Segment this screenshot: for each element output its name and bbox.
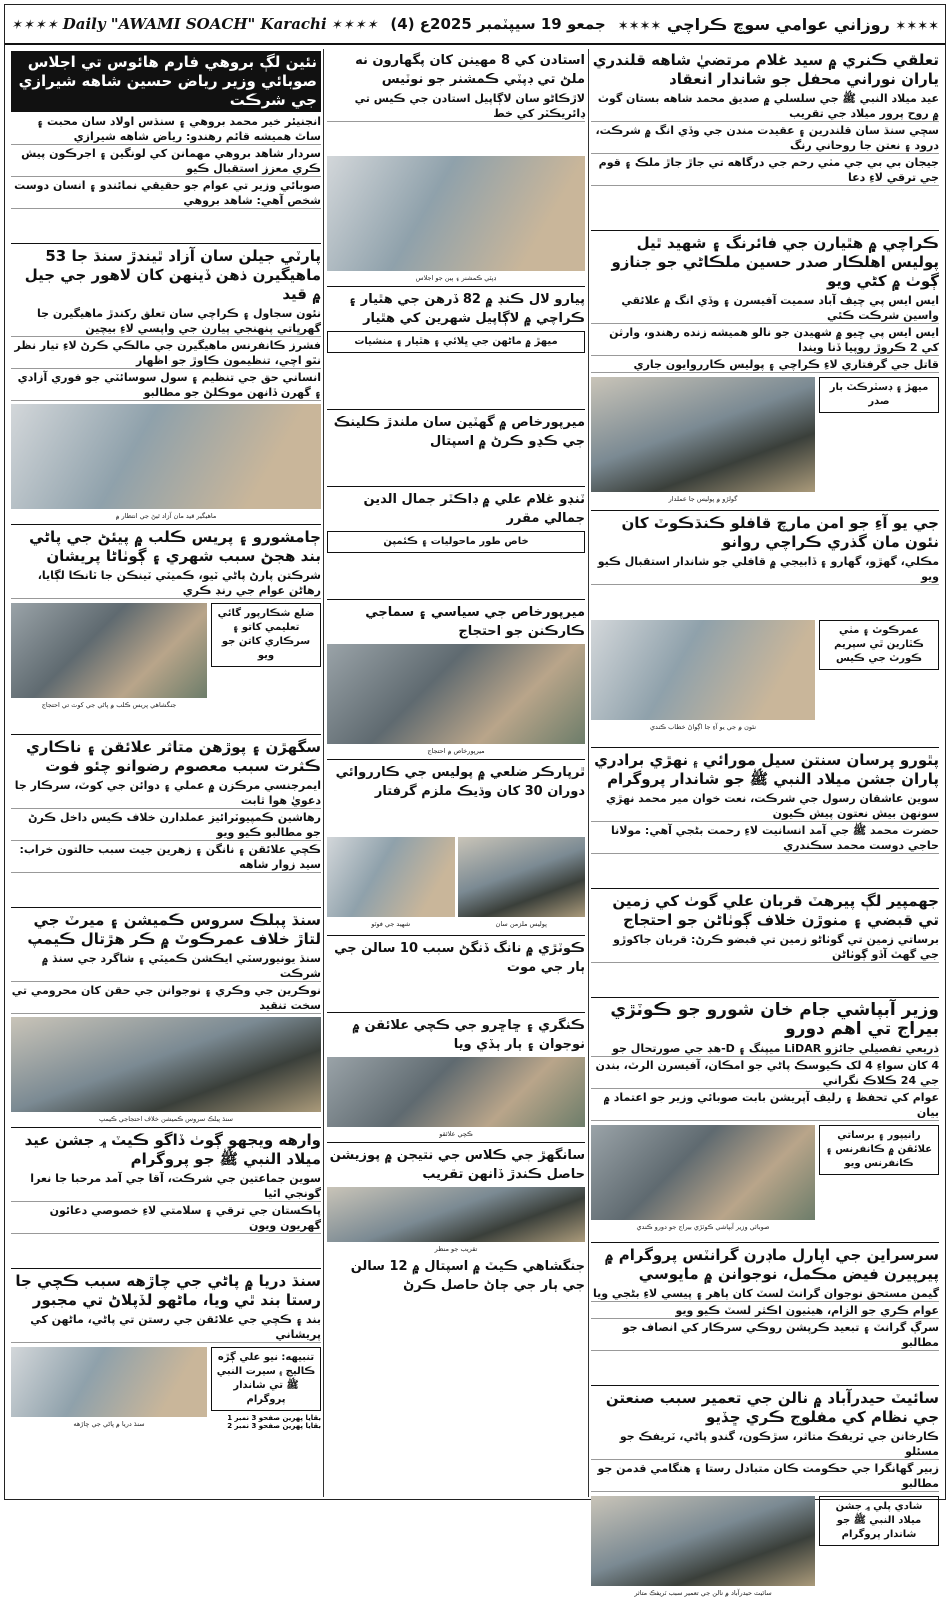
subheadline: ڪچي علائقن ۽ نانگن ۽ زهرين جيت سبب حالتون خراب: سيد زوار شاهه xyxy=(11,842,321,873)
headline: تعلقي ڪنري ۾ سيد غلام مرتضيٰ شاهه قلندري ياران نوراني محفل جو شاندار انعقاد xyxy=(592,51,939,88)
article-body xyxy=(327,556,585,596)
divider xyxy=(591,747,939,748)
photo-caption: ڪچي علائقو xyxy=(439,1130,473,1138)
divider xyxy=(327,486,585,487)
boxed-notice: ميهڙ ۾ ماڻهن جي ڀلائي ۽ هٿيار ۽ منشيات xyxy=(327,331,585,353)
column-rule xyxy=(588,49,589,1497)
divider xyxy=(11,1268,321,1269)
article-body xyxy=(591,964,939,994)
subheadline: سوين عاشقان رسول جي شرڪت، نعت خوان مير محمد نهڙي سونهن بيش نعتون پيش ڪيون xyxy=(591,791,939,822)
photo-block xyxy=(327,834,455,932)
text-block xyxy=(819,1493,939,1610)
star-icon: ✶✶✶✶ xyxy=(617,18,662,34)
photo-block xyxy=(11,600,207,731)
divider xyxy=(327,1142,585,1143)
headline: سگهڙن ۽ پوڙهن متاثر علائقن ۽ ناڪاري ڪثرت سبب معصوم رضوانو چئو فوت xyxy=(26,738,321,775)
headline: وزير آبپاشي جام خان شورو جو ڪوٽڙي بيراج تي اهم دورو xyxy=(610,1000,939,1039)
subheadline: فشرز ڪانفرنس ماهيگيرن جي مالڪي ڪرڻ لاءِ تيار نظر نٿو اچي، تنظيمون ڪاوڙ جو اظهار xyxy=(11,338,321,369)
subheadline: 4 کان سواءِ 4 لک ڪيوسڪ پاڻي جو امڪان، آفيسرن الرٽ، بندن جي 24 ڪلاڪ نگراني xyxy=(591,1058,939,1089)
news-photo xyxy=(327,156,585,271)
article-body xyxy=(591,1352,939,1382)
boxed-notice: شادي پلي ۾ جشن ميلاد النبي ﷺ جو شاندار پروگرام xyxy=(819,1496,939,1546)
text-block xyxy=(819,1122,939,1239)
subheadline: ڪارخانن جي ٽريفڪ متاثر، سڙڪون، گندو پاڻي، ٽريفڪ جو مسئلو xyxy=(591,1429,939,1460)
subheadline: ذريعي تفصيلي جائزو LiDAR ميپنگ ۽ D-هڊ جي صورتحال جو xyxy=(591,1041,939,1057)
divider xyxy=(327,759,585,760)
text-block xyxy=(211,1344,321,1432)
news-photo xyxy=(11,1347,207,1417)
article-body xyxy=(327,356,585,406)
star-icon: ✶✶✶✶ xyxy=(895,18,939,34)
subheadline: قاتل جي گرفتاري لاءِ ڪراچي ۽ پوليس ڪارروايون جاري xyxy=(591,357,939,373)
article-body xyxy=(11,874,321,904)
headline: ڪراچي ۾ هٿيارن جي فائرنگ ۽ شهيد ٿيل پوليس اهلڪار صدر حسين ملڪاڻي جو جنازو ڳوٺ ۾ کڻي ويو xyxy=(611,234,939,290)
subheadline: زبير گهانگرا جي حڪومت ڪان متبادل رستا ۽ هنگامي قدمن جو مطالبو xyxy=(591,1461,939,1492)
headline: ٽنڊو غلام علي ۾ ڊاڪٽر جمال الدين جمالي مقرر xyxy=(363,492,585,526)
divider xyxy=(327,1012,585,1013)
photo-caption: ڊپٽي ڪمشنر ۽ ٻين جو اجلاس xyxy=(415,274,497,282)
article-body xyxy=(11,1235,321,1265)
article-body xyxy=(327,453,585,483)
divider xyxy=(327,286,585,287)
photo-caption: گولڙو ۾ پوليس جا عملدار xyxy=(668,495,738,503)
news-photo xyxy=(327,644,585,744)
photo-caption: تقريب جو منظر xyxy=(434,1245,478,1253)
article-body xyxy=(591,855,939,885)
photo-caption: شهيد جي فوٽو xyxy=(371,920,411,928)
subheadline: سرڳ گرانٽ ۽ تبعيد ڪرپشن روڪي سرڪار کي انصاف جو مطالبو xyxy=(591,1320,939,1351)
paper-name-sindhi: روزاني عوامي سوچ ڪراچي xyxy=(666,14,890,34)
headline: ٿرپارڪر ضلعي ۾ پوليس جي ڪارروائي دوران 30 کان وڌيڪ ملزم گرفتار xyxy=(335,765,585,799)
subheadline: پاڪستان جي ترقي ۽ سلامتي لاءِ خصوصي دعائون گهريون ويون xyxy=(11,1203,321,1234)
news-photo xyxy=(591,1125,815,1220)
column-middle xyxy=(327,49,585,1497)
article-body xyxy=(11,210,321,240)
photo-row xyxy=(591,1122,939,1239)
headline: پيارو لال ڪنڊ ۾ 82 ڏرهن جي هٿيار ۽ ڪراچي ۾ لاڳاپيل شهرين کي هٿيار xyxy=(348,292,585,326)
subheadline: نوڪرين جي وڪري ۽ نوجوانن جي حقن کان محرومي تي سخت تنقيد xyxy=(11,984,321,1012)
headline: ڪوٽڙي ۾ نانگ ڏنگڻ سبب 10 سالن جي ٻار جي موت xyxy=(334,941,585,975)
divider xyxy=(11,907,321,908)
news-photo xyxy=(11,1017,321,1112)
subheadline: برساتي زمين تي گوٺاڻو زمين تي قبضو ڪرڻ: قربان جاکوڙو جي گهٽ آڏو ڳوٺاڻن xyxy=(591,932,939,963)
star-icon: ✶✶✶✶ xyxy=(11,18,59,33)
news-photo xyxy=(327,1057,585,1127)
headline: ڄامشورو ۽ پريس ڪلب ۾ پيئڻ جي پاڻي بند هجڻ سبب شهري ۽ ڳوٺاڻا پريشان xyxy=(29,528,321,565)
boxed-notice: عمرڪوٽ ۽ مٺي ڪٽارين ٿي سپريم ڪورٽ جي ڪيس xyxy=(819,620,939,670)
photo-caption: ميرپورخاص ۾ احتجاج xyxy=(427,747,485,755)
photo-caption: سنڌ دريا ۾ پاڻي جي چاڙهه xyxy=(73,1420,145,1428)
headline: سنڌ دريا ۾ پاڻي جي چاڙهه سبب ڪچي جا رستا بند ٿي ويا، ماڻهو لڏپلاڻ تي مجبور xyxy=(15,1272,321,1309)
subheadline: بند ۽ ڪچي جي علائقن جي رستن تي پاڻي، ماڻهن کي پريشاني xyxy=(11,1312,321,1343)
news-photo xyxy=(591,620,815,720)
news-photo xyxy=(327,837,455,917)
news-photo xyxy=(327,1187,585,1242)
subheadline: سنڌ يونيورسٽي ايڪشن ڪميٽي ۽ شاگرد جي سنڌ ۾ شرڪت xyxy=(11,951,321,982)
photo-row xyxy=(11,600,321,731)
news-photo xyxy=(11,603,207,698)
headline: نئين لڳ بروهي فارم هائوس تي اجلاس صوبائي وزير رياض حسين شاهه شيرازي جي شرڪت xyxy=(11,51,321,112)
headline: ميرپورخاص جي سياسي ۽ سماجي ڪارڪنن جو احتجاج xyxy=(365,605,585,639)
photo-caption: پوليس ملزمن سان xyxy=(495,920,547,928)
divider xyxy=(591,1242,939,1243)
continued-ref: بقايا پهرين صفحو 3 نمبر 1 xyxy=(227,1414,321,1422)
headline: استادن کي 8 مهينن کان پگهارون نه ملڻ تي ڊپٽي ڪمشنر جو نوٽيس xyxy=(355,53,585,87)
urdu-title xyxy=(618,15,939,34)
divider xyxy=(591,230,939,231)
headline: پٿورو پرسان سنتن سيل مورائي ۽ نهڙي برادري پاران جشن ميلاد النبي ﷺ جو شاندار پروگرام xyxy=(594,751,939,788)
headline: جي يو آءِ جو امن مارچ قافلو ڪنڌڪوٽ کان نئون مان گذري ڪراچي روانو xyxy=(621,514,939,551)
article-body xyxy=(819,673,939,743)
headline: جهمپير لڳ پيرهٽ قربان علي گوٺ کي زمين تي قبضي ۽ منوڙن خلاف ڳوٺاڻن جو احتجاج xyxy=(612,892,939,929)
headline: سرسراين جي اپارل ماڊرن گرانٽس پروگرام ۾ پيرپيرن فيض مڪمل، نوجوانن ۾ مايوسي xyxy=(604,1246,939,1283)
article-body xyxy=(211,670,321,730)
divider xyxy=(11,1127,321,1128)
subheadline: جيجان بي بي جي مٺي رحم جي درگاهه تي جاڙ جاڙ ملڪ ۽ قوم جي ترقي لاءِ دعا xyxy=(591,155,939,186)
subheadline: حضرت محمد ﷺ جي آمد انسانيت لاءِ رحمت بڻجي آهي: مولانا حاجي دوست محمد سڪندري xyxy=(591,823,939,854)
subheadline: سردار شاهد بروهي مهمانن کي لونگين ۽ اجرڪون پيش ڪري معزز استقبال ڪيو xyxy=(11,146,321,177)
divider xyxy=(327,409,585,410)
photo-block xyxy=(591,1493,815,1610)
english-title xyxy=(11,15,378,33)
divider xyxy=(591,510,939,511)
column-rule xyxy=(323,49,324,1497)
photo-row xyxy=(591,1493,939,1610)
divider xyxy=(11,524,321,525)
photo-block xyxy=(591,617,815,744)
boxed-notice: ميهڙ ۽ ڊسٽرڪٽ بار صدر xyxy=(819,377,939,413)
divider xyxy=(327,935,585,936)
subheadline: مڪلي، گهڙو، گهارو ۽ ڏابيجي ۾ قافلي جو شاندار استقبال ڪيو ويو xyxy=(591,554,939,585)
star-icon: ✶✶✶✶ xyxy=(330,18,379,33)
date-text: جمعو 19 سيپٽمبر 2025ع xyxy=(419,15,606,33)
subheadline: ايس ايس پي چيف آباد سميت آفيسرن ۽ وڏي انگ ۾ علائقي واسين شرڪت ڪئي xyxy=(591,293,939,324)
subheadline: رهاشين ڪمپيوٽرائيز عملدارن خلاف ڪيس داخل ڪرڻ جو مطالبو ڪيو ويو xyxy=(11,810,321,841)
photo-row xyxy=(591,617,939,744)
article-body xyxy=(819,416,939,506)
divider xyxy=(11,734,321,735)
article-body xyxy=(591,187,939,227)
subheadline: ايمرجنسي مرڪزن ۾ عملي ۽ دوائن جي کوٽ، سرڪار جا دعويٰ هوا ثابت xyxy=(11,778,321,809)
news-photo xyxy=(591,377,815,492)
subheadline: انساني حق جي تنظيم ۽ سول سوسائٽي جو فوري آزادي ۽ گهرن ڏانهن موڪلڻ جو مطالبو xyxy=(11,370,321,401)
subheadline: نئون سجاول ۽ ڪراچي سان تعلق رکندڙ ماهيگيرن جا گهرڀاتي پنهنجي پيارن جي واپسي لاءِ بيچين xyxy=(11,306,321,337)
article-body xyxy=(591,586,939,616)
photo-caption: سنڌ پبلڪ سروس ڪميشن خلاف احتجاجي ڪيمپ xyxy=(99,1115,233,1123)
photo-caption: ماهيگير قيد مان آزاد ٿيڻ جي انتظار ۾ xyxy=(115,512,217,520)
article-body xyxy=(327,979,585,1009)
photo-block xyxy=(458,834,586,932)
boxed-notice: ضلع شڪارپور گائي تعليمي کاتو ۽ سرڪاري کاتن جو ويو xyxy=(211,603,321,667)
column-left xyxy=(11,49,321,1497)
subheadline: انجنيئر خير محمد بروهي ۽ سنڌس اولاد سان محبت ۽ ساٿ هميشه قائم رهندو: رياض شاهه شيرازي xyxy=(11,114,321,145)
column-right xyxy=(591,49,939,1597)
continued-ref: بقايا پهرين صفحو 3 نمبر 2 xyxy=(227,1422,321,1430)
page-number: (4) xyxy=(390,15,415,33)
subheadline: گيمن مستحق نوجوان گرانٽ لسٽ کان ٻاهر ۽ پيسي لاءِ بڻجي ويا xyxy=(592,1287,939,1300)
photo-row xyxy=(591,374,939,507)
subheadline: عيد ميلاد النبي ﷺ جي سلسلي ۾ صديق محمد شاهه بستان گوٺ ۾ روح پرور ميلاد جي تقريب xyxy=(591,91,939,122)
boxed-notice: خاص طور ماحوليات ۽ ڪئمپن xyxy=(327,531,585,553)
news-photo xyxy=(11,404,321,509)
headline: سنڌ پبلڪ سروس ڪميشن ۽ ميرٽ جي لتاڙ خلاف عمرڪوٽ ۾ ڪر هڙتال ڪيمپ xyxy=(27,911,321,948)
subheadline: عوام کي تحفظ ۽ رليف آپريشن بابت صوبائي وزير جو اعتماد ۾ بيان xyxy=(591,1090,939,1121)
subheadline: ايس ايس پي ڇيو ۾ شهيدن جو نالو هميشه زنده رهندو، وارثن کي 2 ڪروڙ روپيا ڏنا ويندا xyxy=(591,325,939,356)
article-body xyxy=(327,1297,585,1327)
boxed-notice: رانيپور ۽ برساتي علائقن ۾ ڪانفرنس ۽ ڪانفرنس ويو xyxy=(819,1125,939,1175)
headline: پارٽي جيلن سان آزاد ٿيندڙ سنڌ جا 53 ماهيگيرن ذهن ڏينهن کان لاهور جي جيل ۾ قيد xyxy=(24,247,321,303)
photo-block xyxy=(591,1122,815,1239)
masthead xyxy=(5,5,945,45)
divider xyxy=(591,1385,939,1386)
news-photo xyxy=(458,837,586,917)
photo-row xyxy=(11,1344,321,1432)
text-block xyxy=(211,600,321,731)
paper-name-english: Daily "AWAMI SOACH" Karachi xyxy=(62,15,327,33)
divider xyxy=(327,599,585,600)
subheadline: سچي سنڌ سان قلندرين ۽ عقيدت مندن جي وڏي انگ ۾ شرڪت، درود ۽ نعتن جا روحاني رنگ xyxy=(591,123,939,154)
divider xyxy=(591,888,939,889)
headline: سانگهڙ جي ڪلاس جي نتيجن ۾ پوزيشن حاصل ڪندڙ ڏانهن تقريب xyxy=(329,1148,585,1182)
headline: وارهه ويجهو ڳوٺ ڏاگو ڪيٽ ۾ جشن عيد ميلاد النبي ﷺ جو پروگرام xyxy=(24,1131,321,1168)
photo-caption: جنگشاهي پريس ڪلب ۾ پاڻي جي کوٽ تي احتجاج xyxy=(41,701,177,709)
headline: جنگشاهي ڪيٽ ۾ اسپتال ۾ 12 سالن جي ٻار جي ڄاڻ حاصل ڪرڻ xyxy=(350,1259,585,1293)
issue-date xyxy=(390,15,605,33)
text-block xyxy=(819,617,939,744)
photo-row xyxy=(327,834,585,932)
divider xyxy=(11,243,321,244)
boxed-notice: تنبيهه: نيو علي ڳڙه ڪاليج ۽ سيرت النبي ﷺ تي شاندار پروگرام xyxy=(211,1347,321,1411)
photo-caption: نئون ۾ جي يو آءِ جا اڳواڻ خطاب ڪندي xyxy=(649,723,757,731)
divider xyxy=(591,997,939,998)
subheadline: سوين جماعتين جي شرڪت، آقا جي آمد مرحبا جا نعرا گونجي اٿيا xyxy=(11,1171,321,1202)
article-body xyxy=(819,1178,939,1238)
article-body xyxy=(327,803,585,833)
photo-block xyxy=(591,374,815,507)
subheadline: عوام ڪري جو الزام، هيٺيون اڪثر لسٽ ڪيو ويو xyxy=(591,1303,939,1319)
subheadline: لاڙڪاڻو سان لاڳاپيل استادن جي ڪيس تي ڊائريڪٽر کي خط xyxy=(327,91,585,122)
article-body xyxy=(819,1549,939,1609)
article-body xyxy=(327,123,585,153)
photo-block xyxy=(11,1344,207,1432)
text-block xyxy=(819,374,939,507)
headline: سائيٽ حيدرآباد ۾ نالن جي تعمير سبب صنعتن جي نظام کي مفلوج ڪري ڇڏيو xyxy=(605,1389,939,1426)
subheadline: شرڪتن پارڻ پاڻي ٽيو، ڪميٽي ٽينڪن جا ٽانڪا لڳايا، رهاڻن عوام جي رنڊ ڪري xyxy=(11,568,321,599)
photo-caption: سائيٽ حيدرآباد ۾ نالن جي تعمير سبب ٽريفڪ متاثر xyxy=(634,1589,772,1597)
newspaper-page xyxy=(4,4,946,1597)
news-photo xyxy=(591,1496,815,1586)
headline: ميرپورخاص ۾ گهٽين سان ملندڙ ڪلينڪ جي ڪڍو ڪرڻ ۾ اسپتال xyxy=(333,415,585,449)
photo-caption: صوبائي وزير آبپاشي ڪوٽڙي بيراج جو دورو ڪندي xyxy=(636,1223,770,1231)
subheadline: صوبائي وزير تي عوام جو حقيقي نمائندو ۽ انسان دوست شخص آهي: شاهد بروهي xyxy=(11,178,321,209)
headline: ڪنگري ۽ ڇاڇرو جي ڪچي علائقن ۾ نوجوان ۽ ٻار ٻڏي ويا xyxy=(352,1018,585,1052)
